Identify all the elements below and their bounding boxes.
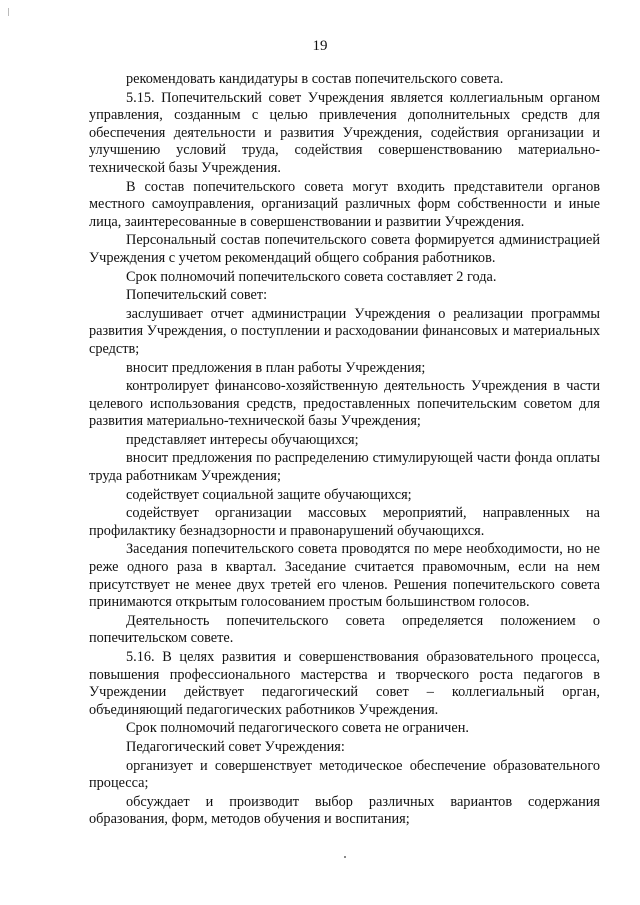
list-item: вносит предложения в план работы Учреждения; bbox=[126, 359, 426, 376]
paragraph: Педагогический совет Учреждения: bbox=[126, 738, 345, 755]
paragraph: Срок полномочий педагогического совета не ограничен. bbox=[126, 720, 469, 737]
scan-mark bbox=[8, 8, 9, 16]
paragraph: В состав попечительского совета могут входить представители органов местного самоуправления, организаций различных форм собственности и иные лица, заинтересованные в совершенствовании и развитии Учреждения. bbox=[89, 178, 600, 230]
paragraph: Персональный состав попечительского совета формируется администрацией Учреждения с учетом рекомендаций общего собрания работников. bbox=[89, 232, 600, 266]
paragraph: Срок полномочий попечительского совета составляет 2 года. bbox=[126, 268, 497, 285]
list-item: представляет интересы обучающихся; bbox=[126, 431, 359, 448]
paragraph: Попечительский совет: bbox=[126, 287, 268, 304]
paragraph: рекомендовать кандидатуры в состав попечительского совета. bbox=[126, 71, 504, 87]
list-item: заслушивает отчет администрации Учреждения о реализации программы развития Учреждения, о поступлении и расходовании финансовых и материальных средств; bbox=[89, 305, 600, 357]
list-item: вносит предложения по распределению стимулирующей части фонда оплаты труда работникам Учреждения; bbox=[89, 450, 600, 485]
paragraph: Заседания попечительского совета проводятся по мере необходимости, но не реже одного раза в квартал. Заседание считается правомочным, если на нем присутствует не менее двух третей его членов. Решения попечительского совета принимаются открытым голосованием простым большинством голосов. bbox=[89, 541, 600, 611]
paragraph: Деятельность попечительского совета определяется положением о попечительском совете. bbox=[89, 612, 600, 647]
document-body bbox=[89, 71, 600, 830]
paragraph: 5.16. В целях развития и совершенствования образовательного процесса, повышения профессионального мастерства и творческого роста педагогов в Учреждении действует педагогический совет – коллегиальный орган, объединяющий педагогических работников Учреждения. bbox=[89, 649, 600, 718]
page-number: 19 bbox=[312, 38, 328, 54]
paragraph: 5.15. Попечительский совет Учреждения является коллегиальным органом управления, созданным с целью привлечения дополнительных средств для обеспечения деятельности и развития Учреждения, содействия организации и улучшению условий труда, содействия совершенствованию материально-технической базы Учреждения. bbox=[89, 89, 600, 176]
scan-dot bbox=[344, 856, 346, 858]
list-item: организует и совершенствует методическое обеспечение образовательного процесса; bbox=[89, 757, 600, 792]
list-item: контролирует финансово-хозяйственную деятельность Учреждения в части целевого использования средств, предоставленных попечительским советом для развития материально-технической базы Учреждения; bbox=[89, 378, 600, 430]
list-item: содействует социальной защите обучающихся; bbox=[126, 486, 412, 503]
list-item: обсуждает и производит выбор различных вариантов содержания образования, форм, методов обучения и воспитания; bbox=[89, 793, 600, 828]
list-item: содействует организации массовых мероприятий, направленных на профилактику безнадзорности и правонарушений обучающихся. bbox=[89, 505, 600, 539]
